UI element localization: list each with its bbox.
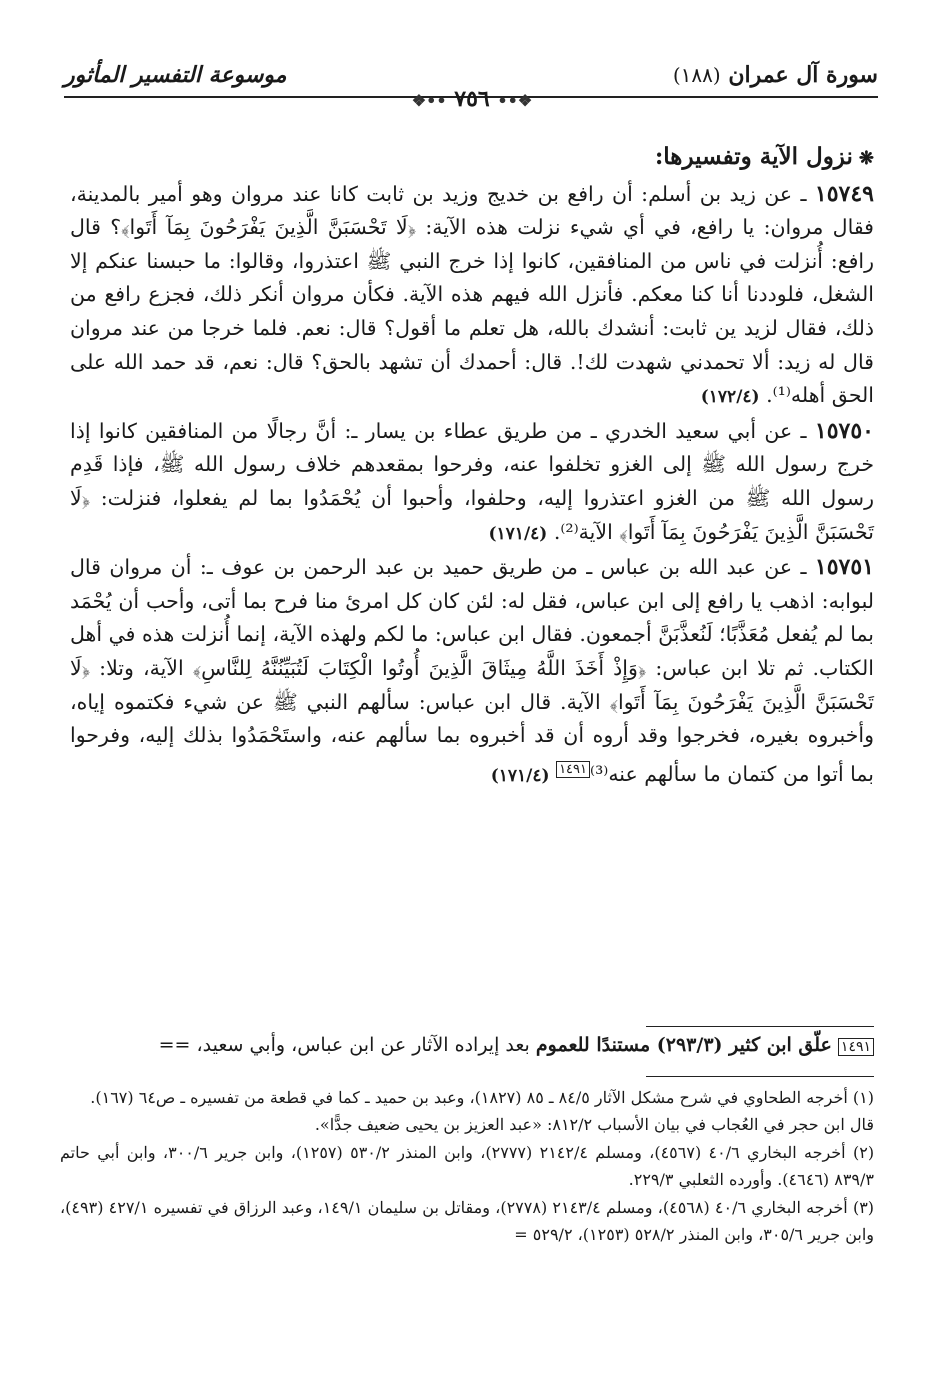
flower-ornament-icon: ❋ [858,148,874,169]
entry-number: ١٥٧٥١ [814,554,874,581]
narration-entry [70,178,874,415]
footnote: (٣) أخرجه البخاري ٤٠/٦ (٤٥٦٨)، ومسلم ٢١٤٣/٤ (٢٧٧٨)، ومقاتل بن سليمان ١٤٩/١، وعبد الرزاق في تفسيره ٤٢٧/١ (٤٩٣)، وابن جرير ٣٠٥/٦، وابن المنذر ٥٢٨/٢ (١٢٥٣)، ٥٢٩/٢ = [60,1197,875,1245]
ornament-icon: ❖•• [411,91,447,110]
book-title: موسوعة التفسير المأثور [64,62,287,88]
section-title: نزول الآية وتفسيرها: [654,143,853,170]
footnote: (٢) أخرجه البخاري ٤٠/٦ (٤٥٦٧)، ومسلم ٢١٤٢/٤ (٢٧٧٧)، وابن المنذر ٥٣٠/٢ (١٢٥٧)، وابن جرير ٣٠٠/٦، وابن أبي حاتم ٨٣٩/٣ (٤٦٤٦). وأورده الثعلبي ٢٢٩/٣. [60,1142,875,1190]
section-heading [70,140,874,176]
footnote: قال ابن حجر في العُجاب في بيان الأسباب ٨١٢/٢: «عبد العزيز بن يحيى ضعيف جدًّا». [314,1115,874,1135]
entry-reference: (١٧١/٤) [490,765,550,786]
narration-entry [70,415,874,551]
main-text [70,140,874,793]
editor-note [34,1030,874,1062]
verse-number: (١٨٨) [672,63,721,87]
entry-text: ـ عن زيد بن أسلم: أن رافع بن خديج وزيد بن ثابت كانا عند مروان وهو أمير بالمدينة، فقال مروان: يا رافع، في أي شيء نزلت هذه الآية: ﴿لَا تَحْسَبَنَّ الَّذِينَ يَفْرَحُونَ بِمَآ أَتَوا﴾؟ قال رافع: أُنزلت في ناس من المنافقين، كانوا إذا خرج النبي ﷺ اعتذروا، وقالوا: ما حبسنا عنكم إلا الشغل، فلوددنا أنا كنا معكم. فأنزل الله فيهم هذه الآية. فكأن مروان أنكر ذلك، فجزع رافع من ذلك، فقال لزيد ين ثابت: أنشدك بالله، هل تعلم ما أقول؟ قال: نعم. فلما خرجا من عند مروان قال له زيد: ألا تحمدني شهدت لك!. قال: أحمدك أن تشهد بالحق؟ قال: نعم، قد حمد الله على الحق أهله⁽¹⁾. [70,181,874,408]
note-divider [646,1026,874,1027]
narration-entry [70,551,874,793]
page-number: ٧٥٦ [454,86,490,112]
note-bold: علّق ابن كثير (٢٩٣/٣) مستندًا للعموم [535,1034,832,1056]
entry-number: ١٥٧٥٠ [814,417,874,444]
note-box: ١٤٩١ [838,1038,874,1056]
entry-number: ١٥٧٤٩ [814,180,874,207]
note-text: بعد إيراده الآثار عن ابن عباس، وأبي سعيد، == [158,1034,530,1056]
entry-reference: (١٧١/٤) [488,523,548,544]
footnote: (١) أخرجه الطحاوي في شرح مشكل الآثار ٨٤/٥ ـ ٨٥ (١٨٢٧)، وعبد بن حميد ـ كما في قطعة من تفسيره ـ ص٦٤ (١٦٧). [90,1088,874,1107]
surah-label [673,62,878,88]
footnotes [60,1084,874,1248]
ornament-icon: ••❖ [497,91,533,110]
page-number-row [0,86,944,112]
footnote-divider [646,1076,874,1077]
note-marker: ١٤٩١ [556,761,590,778]
entry-text: ـ عن أبي سعيد الخدري ـ من طريق عطاء بن يسار ـ: أنَّ رجالًا من المنافقين كانوا إذا خرج رسول الله ﷺ إلى الغزو تخلفوا عنه، وفرحوا بمقعدهم خلاف رسول الله ﷺ، فإذا قَدِم رسول الله ﷺ من الغزو اعتذروا إليه، وحلفوا، وأحبوا أن يُحْمَدُوا بما لم يفعلوا، فنزلت: ﴿لَا تَحْسَبَنَّ الَّذِينَ يَفْرَحُونَ بِمَآ أَتَوا﴾ الآية⁽²⁾. [70,418,874,544]
entry-text: ـ عن عبد الله بن عباس ـ من طريق حميد بن عبد الرحمن بن عوف ـ: أن مروان قال لبوابه: اذهب يا رافع إلى ابن عباس، فقل له: لئن كان كل امرئ منا فرح بما أتى، وأحب أن يُحْمَد بما لم يُفعل مُعَذَّبًا؛ لَنُعذَّبَنَّ أجمعون. فقال ابن عباس: ما لكم ولهذه الآية، إنما أُنزلت هذه في أهل الكتاب. ثم تلا ابن عباس: ﴿وَإِذْ أَخَذَ اللَّهُ مِيثَاقَ الَّذِينَ أُوتُوا الْكِتَابَ لَتُبَيِّنُنَّهُ لِلنَّاسِ﴾ الآية، وتلا: ﴿لَا تَحْسَبَنَّ الَّذِينَ يَفْرَحُونَ بِمَآ أَتَوا﴾ الآية. قال ابن عباس: سألهم النبي ﷺ عن شيء فكتموه إياه، وأخبروه بغيره، فخرجوا وقد أروه أن قد أخبروه بما سألهم عنه، واستَحْمَدُوا بذلك إليه، وفرحوا بما أتوا من كتمان ما سألهم عنه⁽³⁾ [70,555,874,786]
surah-name: سورة آل عمران [728,62,878,88]
entry-reference: (١٧٢/٤) [700,387,760,408]
